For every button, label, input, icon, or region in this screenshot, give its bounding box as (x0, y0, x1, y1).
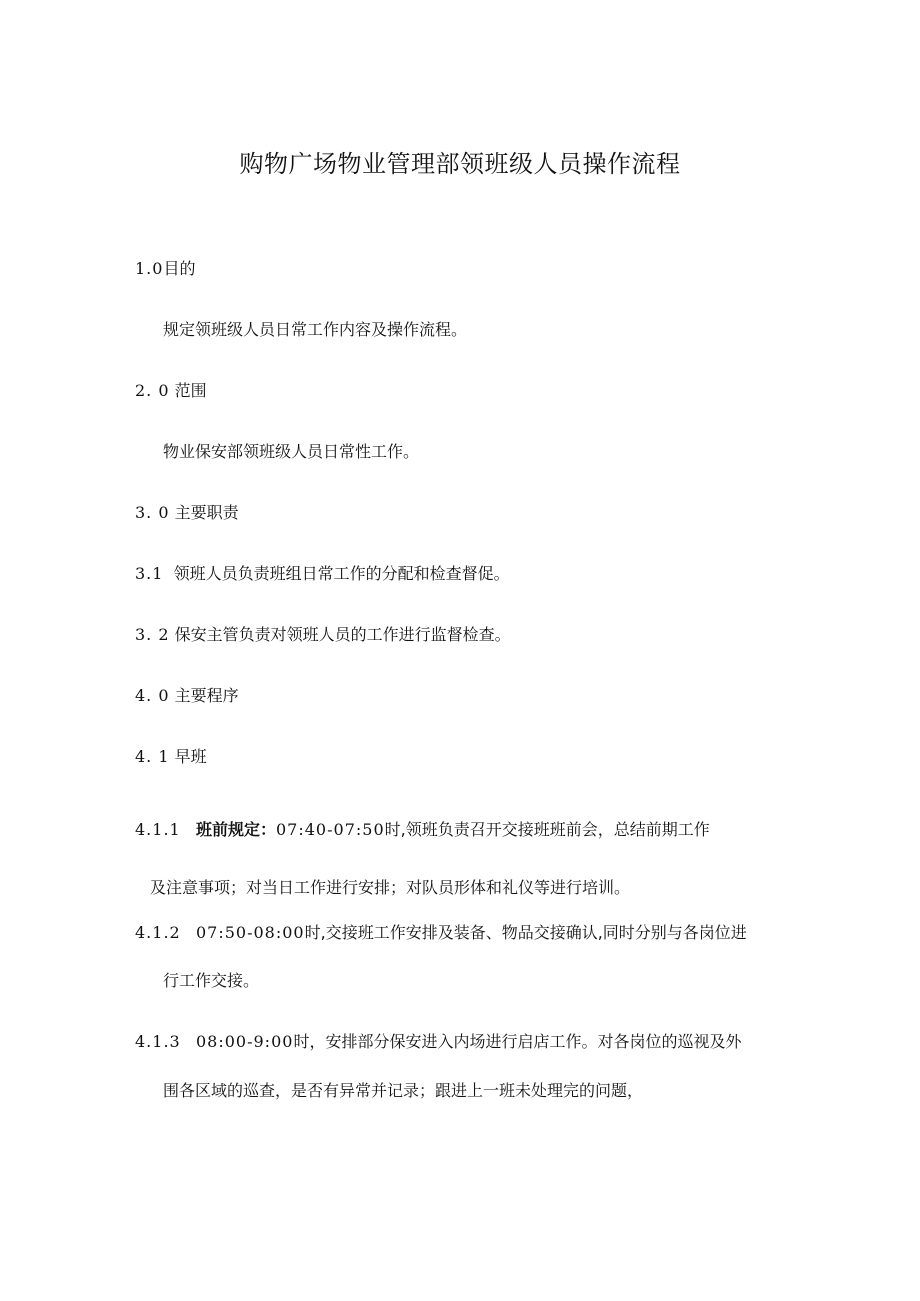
section-text: 时,领班负责召开交接班班前会，总结前期工作 (384, 820, 710, 839)
section-number: 3. 0 (135, 503, 170, 522)
section-number: 4.1.3 (135, 1032, 181, 1051)
time-range: 08:00-9:00 (195, 1032, 294, 1051)
section-number: 2. 0 (135, 381, 170, 400)
section-4-heading (135, 686, 239, 706)
section-4-1-1-line-2: 及注意事项；对当日工作进行安排；对队员形体和礼仪等进行培训。 (150, 878, 631, 897)
section-2-body: 物业保安部领班级人员日常性工作。 (163, 442, 420, 461)
section-text: 保安主管负责对领班人员的工作进行监督检查。 (174, 625, 511, 644)
bold-label: 班前规定： (195, 820, 276, 839)
section-number: 1.0 (135, 259, 164, 278)
section-heading-text: 目的 (163, 259, 196, 278)
section-1-body: 规定领班级人员日常工作内容及操作流程。 (163, 320, 468, 339)
section-4-1-1-line-1 (135, 820, 710, 840)
section-number: 4. 0 (135, 686, 170, 705)
section-number: 3. 2 (135, 625, 170, 644)
section-text: 时,交接班工作安排及装备、物品交接确认,同时分别与各岗位进 (304, 923, 747, 942)
section-heading-text: 主要程序 (174, 686, 239, 705)
time-range: 07:50-08:00 (195, 923, 305, 942)
section-3-heading (135, 503, 239, 523)
section-4-1-heading (135, 747, 207, 767)
document-title: 购物广场物业管理部领班级人员操作流程 (239, 150, 681, 178)
section-4-1-3-line-2: 围各区域的巡查，是否有异常并记录；跟进上一班未处理完的问题， (163, 1081, 644, 1100)
section-text: 时，安排部分保安进入内场进行启店工作。对各岗位的巡视及外 (293, 1032, 742, 1051)
section-3-2 (135, 625, 511, 645)
section-number: 4.1.2 (135, 923, 181, 942)
section-4-1-3-line-1 (135, 1032, 741, 1052)
section-4-1-2-line-1 (135, 923, 747, 943)
section-text: 领班人员负责班组日常工作的分配和检查督促。 (173, 564, 510, 583)
section-2-heading (135, 381, 207, 401)
section-1-heading (135, 259, 195, 279)
time-range: 07:40-07:50 (276, 820, 385, 839)
section-number: 4. 1 (135, 747, 170, 766)
section-3-1 (135, 564, 510, 584)
section-number: 4.1.1 (135, 820, 181, 839)
section-4-1-2-line-2: 行工作交接。 (163, 971, 260, 990)
section-heading-text: 早班 (174, 747, 207, 766)
section-heading-text: 主要职责 (174, 503, 239, 522)
section-heading-text: 范围 (174, 381, 207, 400)
section-number: 3.1 (135, 564, 164, 583)
